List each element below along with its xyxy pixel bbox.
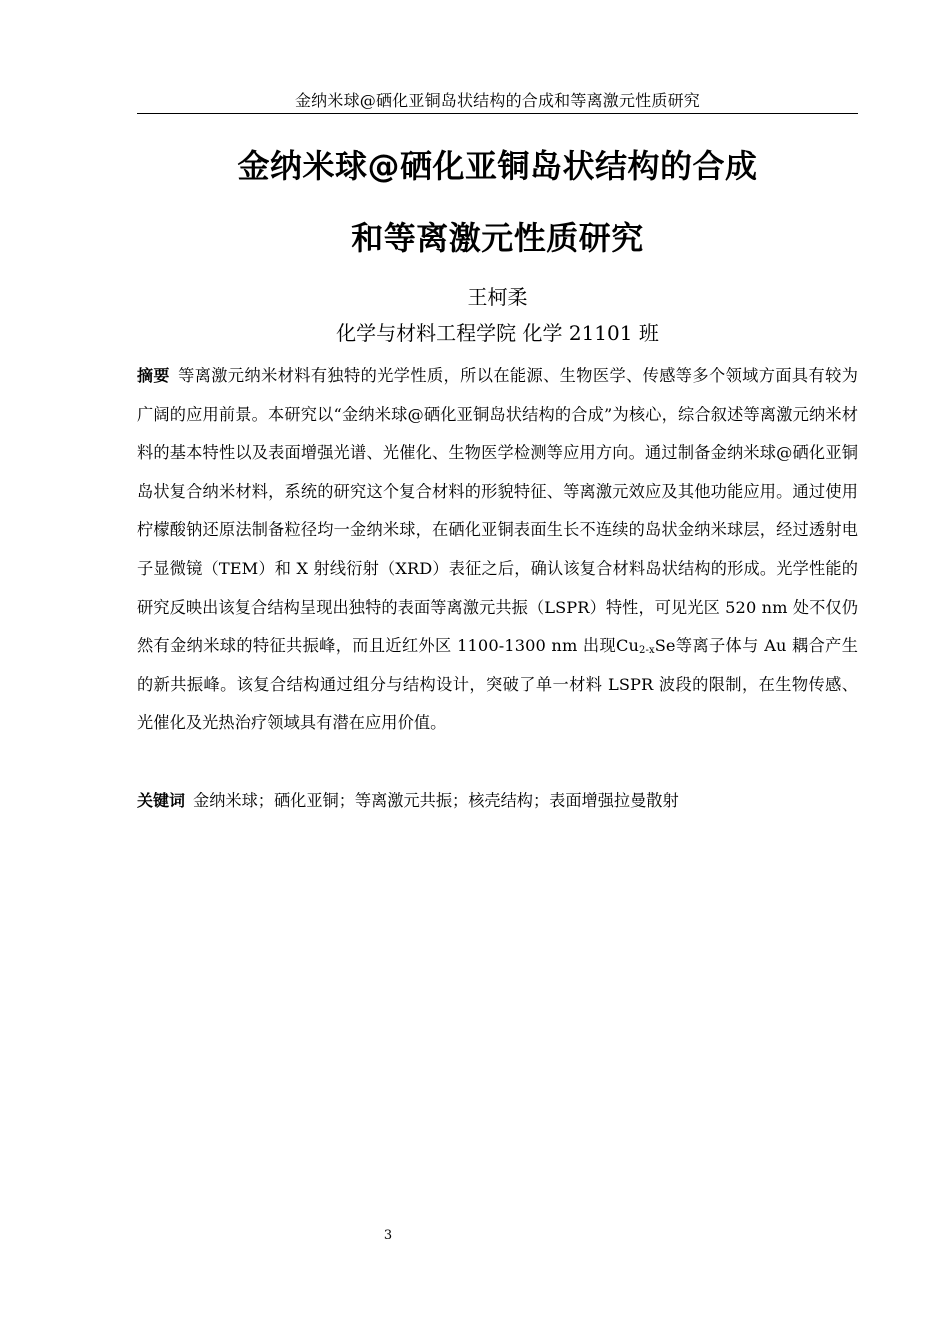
- abstract-label: 摘要: [137, 366, 170, 385]
- formula-tail: Se: [654, 636, 676, 656]
- keywords-label: 关键词: [137, 791, 186, 810]
- author-name: 王柯柔: [467, 285, 528, 309]
- formula-base: Cu: [616, 636, 640, 656]
- title-line-2: 和等离激元性质研究: [351, 219, 644, 257]
- keywords-line: [137, 786, 858, 816]
- author-affiliation: 化学与材料工程学院 化学 21101 班: [336, 321, 659, 345]
- abstract-text-part-1: 等离激元纳米材料有独特的光学性质，所以在能源、生物医学、传感等多个领域方面具有较为广阔的应用前景。本研究以“金纳米球@硒化亚铜岛状结构的合成”为核心，综合叙述等离激元纳米材料的基本特性以及表面增强光谱、光催化、生物医学检测等应用方向。通过制备金纳米球@硒化亚铜岛状复合纳米材料，系统的研究这个复合材料的形貌特征、等离激元效应及其他功能应用。通过使用柠檬酸钠还原法制备粒径均一金纳米球，在硒化亚铜表面生长不连续的岛状金纳米球层，经过透射电子显微镜（TEM）和 X 射线衍射（XRD）表征之后，确认该复合材料岛状结构的形成。光学性能的研究反映出该复合结构呈现出独特的表面等离激元共振（LSPR）特性，可见光区 520 nm 处不仅仍然有金纳米球的特征共振峰，而且近红外区 1100-1300 nm 出现: [137, 366, 858, 656]
- chemical-formula: [616, 636, 676, 655]
- formula-subscript: 2-x: [639, 645, 655, 657]
- title-line-1: 金纳米球@硒化亚铜岛状结构的合成: [237, 147, 758, 185]
- abstract-paragraph: [137, 357, 858, 743]
- keywords-text: 金纳米球；硒化亚铜；等离激元共振；核壳结构；表面增强拉曼散射: [193, 791, 679, 810]
- page-number: 3: [383, 1228, 393, 1243]
- abstract-text-part-2: 等离子体与 Au 耦合产生的新共振峰。该复合结构通过组分与结构设计，突破了单一材料 LSPR 波段的限制，在生物传感、光催化及光热治疗领域具有潜在应用价值。: [137, 636, 858, 733]
- header-divider: [137, 113, 858, 114]
- running-header: 金纳米球@硒化亚铜岛状结构的合成和等离激元性质研究: [294, 91, 700, 110]
